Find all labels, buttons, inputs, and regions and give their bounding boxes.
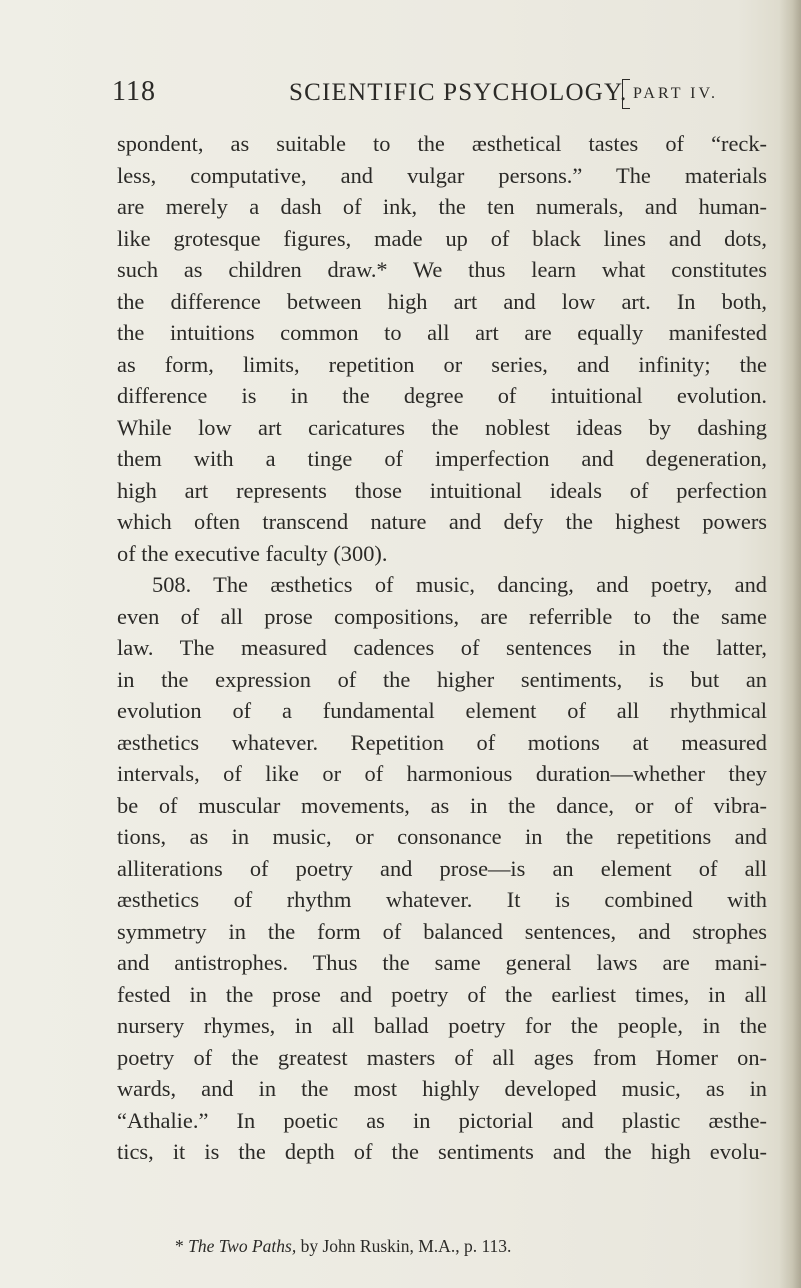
text-line: as form, limits, repetition or series, and infinity; the xyxy=(117,351,767,377)
text-line: difference is in the degree of intuitional evolution. xyxy=(117,383,767,408)
text-line: and antistrophes. Thus the same general laws are mani- xyxy=(117,950,767,975)
text-line: them with a tinge of imperfection and degeneration, xyxy=(117,446,767,471)
page-number: 118 xyxy=(112,76,156,107)
part-label: PART IV. xyxy=(622,79,718,109)
text-line: the difference between high art and low art. In both, xyxy=(117,288,767,314)
footnote-citation: by John Ruskin, M.A., p. 113. xyxy=(300,1236,512,1256)
text-line: wards, and in the most highly developed music, as in xyxy=(117,1076,767,1101)
text-line: like grotesque figures, made up of black lines and dots, xyxy=(117,225,767,251)
text-line: in the expression of the higher sentiments, is but an xyxy=(117,666,767,692)
paragraph-start-line: 508. The æsthetics of music, dancing, and poetry, and xyxy=(152,572,767,597)
text-line: are merely a dash of ink, the ten numerals, and human- xyxy=(117,194,767,219)
running-head: SCIENTIFIC PSYCHOLOGY. xyxy=(289,79,628,106)
text-line: While low art caricatures the noblest ideas by dashing xyxy=(117,414,767,440)
text-line: nursery rhymes, in all ballad poetry for the people, in the xyxy=(117,1013,767,1038)
footnote-title: The Two Paths, xyxy=(188,1236,297,1256)
footnote xyxy=(175,1236,511,1257)
text-line: tics, it is the depth of the sentiments and the high evolu- xyxy=(117,1139,767,1164)
text-line: spondent, as suitable to the æsthetical tastes of “reck- xyxy=(117,131,767,156)
text-line: high art represents those intuitional ideals of perfection xyxy=(117,477,767,503)
text-line: alliterations of poetry and prose—is an element of all xyxy=(117,855,767,881)
text-line: such as children draw.* We thus learn what constitutes xyxy=(117,257,767,282)
page-header xyxy=(112,76,767,116)
text-line: evolution of a fundamental element of all rhythmical xyxy=(117,698,767,723)
text-line: the intuitions common to all art are equally manifested xyxy=(117,320,767,345)
footnote-marker: * xyxy=(175,1236,184,1256)
page-edge-shadow xyxy=(779,0,801,1288)
text-line: fested in the prose and poetry of the earliest times, in all xyxy=(117,981,767,1007)
text-line: less, computative, and vulgar persons.” The materials xyxy=(117,162,767,188)
text-line: “Athalie.” In poetic as in pictorial and plastic æsthe- xyxy=(117,1107,767,1133)
text-line: æsthetics of rhythm whatever. It is combined with xyxy=(117,887,767,912)
text-line: which often transcend nature and defy the highest powers xyxy=(117,509,767,534)
text-line: intervals, of like or of harmonious duration—whether they xyxy=(117,761,767,786)
text-line: be of muscular movements, as in the dance, or of vibra- xyxy=(117,792,767,818)
text-line: of the executive faculty (300). xyxy=(117,540,388,566)
body-text xyxy=(117,128,767,1168)
text-line: even of all prose compositions, are referrible to the same xyxy=(117,603,767,629)
text-line: æsthetics whatever. Repetition of motions at measured xyxy=(117,729,767,755)
text-line: poetry of the greatest masters of all ages from Homer on- xyxy=(117,1044,767,1070)
text-line: tions, as in music, or consonance in the repetitions and xyxy=(117,824,767,849)
text-line: symmetry in the form of balanced sentences, and strophes xyxy=(117,918,767,944)
text-line: law. The measured cadences of sentences in the latter, xyxy=(117,635,767,660)
